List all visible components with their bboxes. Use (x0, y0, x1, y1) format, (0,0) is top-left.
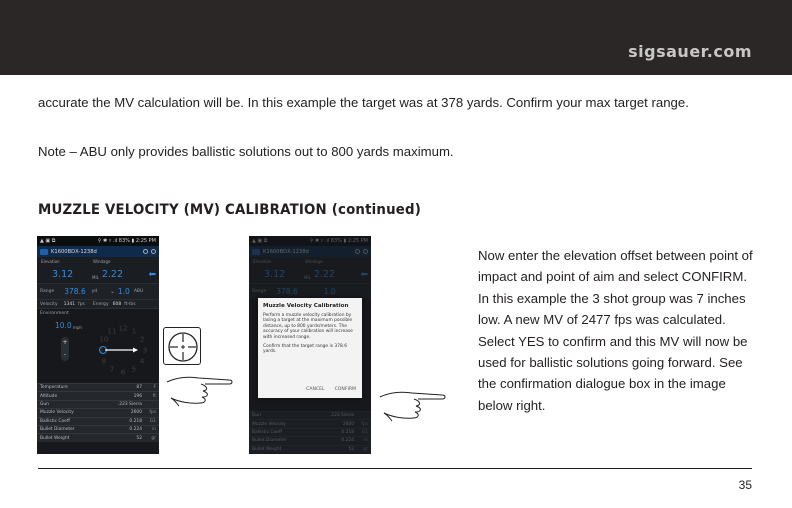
setting-value: .223 Sierra (117, 401, 142, 407)
settings-table (37, 383, 159, 442)
clock-number: 6 (120, 368, 126, 377)
windage-unit: MIL (304, 275, 311, 280)
bluetooth-icon (40, 249, 48, 255)
section-title: MUZZLE VELOCITY (MV) CALIBRATION (continued) (38, 202, 422, 218)
windage-value: 2.22 (101, 269, 124, 280)
settings-row[interactable] (37, 408, 159, 416)
setting-unit: fps (361, 421, 368, 427)
brand-url[interactable]: sigsauer.com (628, 42, 752, 61)
elevation-value: 3.12 (52, 269, 74, 280)
elevation-label: Elevation (253, 259, 272, 264)
status-icons-left: ▲ ▣ ⧉ (40, 238, 56, 244)
windage-label: Windage (305, 259, 323, 264)
setting-label: Bullet Diameter (252, 438, 287, 444)
setting-label: Temperature (40, 385, 68, 391)
environment-panel (37, 308, 159, 383)
mv-calibration-dialog (258, 298, 362, 398)
page-number: 35 (738, 478, 752, 492)
pointing-hand-icon (378, 383, 448, 428)
range-row (37, 283, 159, 299)
dialog-body: Perform a muzzle velocity calibration by lasing a target at the maximum possible distance, up to 800 yards/meters. The accuracy of your calibration will increase with increased range. (263, 313, 353, 340)
range-label: Range (252, 289, 267, 294)
elevation-windage-panel (249, 257, 371, 283)
gear-icon (151, 249, 156, 254)
setting-label: Gun (252, 413, 261, 419)
setting-value: 2600 (342, 421, 354, 427)
clock-number: 10 (99, 335, 109, 344)
setting-unit: ft (152, 393, 156, 399)
header-bar (0, 0, 792, 75)
gear-icon (363, 249, 368, 254)
dialog-title: Muzzle Velocity Calibration (263, 303, 349, 309)
setting-unit: in (151, 427, 156, 433)
setting-unit: F (153, 385, 156, 391)
settings-row[interactable] (249, 445, 371, 453)
arrow-left-icon: ⬅ (360, 270, 368, 280)
status-icons-right: ⚲ ✱ ▿ .ıl 83% ▮ 2:25 PM (309, 238, 368, 244)
setting-label: Muzzle Velocity (252, 421, 286, 427)
elevation-label: Elevation (41, 259, 60, 264)
setting-value: 0.218 (341, 429, 354, 435)
settings-row[interactable] (37, 425, 159, 433)
settings-row[interactable] (37, 417, 159, 425)
velocity-value: 1341 (63, 301, 76, 307)
arrow-left-icon: ⬅ (148, 270, 156, 280)
cancel-button[interactable]: CANCEL (306, 387, 325, 392)
confirm-button[interactable]: CONFIRM (334, 387, 356, 392)
setting-value: 52 (136, 435, 142, 441)
device-name: K1600BDX-1238d (51, 248, 97, 255)
clock-number: 5 (131, 365, 137, 374)
status-icons-right: ⚲ ✱ ▿ .ıl 83% ▮ 2:25 PM (97, 238, 156, 244)
range-value: 378.6 (64, 287, 86, 296)
angle-icon: ⦣ (111, 289, 114, 295)
range-value: 378.6 (276, 287, 298, 296)
angle-value: 1.0 (323, 287, 336, 296)
settings-row[interactable] (249, 428, 371, 436)
clock-number: 9 (98, 346, 104, 355)
status-bar (37, 236, 159, 246)
setting-value: 2600 (130, 410, 142, 416)
elevation-value: 3.12 (264, 269, 286, 280)
wind-speed-unit: mph (73, 325, 82, 330)
abu-label: ABU (133, 289, 144, 294)
setting-value: 87 (136, 385, 142, 391)
velocity-label: Velocity (40, 301, 58, 307)
setting-unit: fps (149, 410, 156, 416)
setting-label: Gun (40, 401, 49, 407)
app-screenshot-main (37, 236, 159, 454)
paragraph-abu-note: Note – ABU only provides ballistic solutions out to 800 yards maximum. (38, 144, 454, 159)
setting-unit: G1 (149, 418, 156, 424)
setting-unit: G1 (361, 429, 368, 435)
clock-number: 7 (109, 365, 115, 374)
wind-direction-clock[interactable] (93, 313, 149, 379)
clock-number: 11 (107, 327, 117, 336)
energy-label: Energy (92, 301, 109, 307)
windage-label: Windage (93, 259, 111, 264)
clock-number: 3 (142, 346, 148, 355)
settings-row[interactable] (249, 411, 371, 419)
range-label: Range (40, 289, 55, 294)
energy-value: 608 (112, 301, 122, 307)
device-name: K1600BDX-1238d (263, 248, 309, 255)
settings-row[interactable] (37, 383, 159, 391)
scope-reticle-icon (163, 327, 201, 365)
dialog-confirm-range: Confirm that the target range is 378.6 yards. (263, 344, 347, 355)
setting-label: Bullet Weight (252, 446, 282, 452)
windage-unit: MIL (92, 275, 99, 280)
range-row (249, 283, 371, 299)
wind-arrow-head (133, 348, 138, 353)
status-icons-left: ▲ ▣ ⧉ (252, 238, 268, 244)
clock-number: 1 (131, 327, 137, 336)
angle-value: 1.0 (117, 287, 130, 296)
settings-row[interactable] (37, 391, 159, 399)
clock-number: 8 (101, 357, 107, 366)
wind-speed-value: 10.0 (55, 321, 72, 330)
elevation-windage-panel (37, 257, 159, 283)
info-icon (355, 249, 360, 254)
setting-value: 196 (133, 393, 142, 399)
instructions-paragraph: Now enter the elevation offset between point of impact and point of aim and select CONFIRM. In this example the 3 shot group was 7 inches low. A new MV of 2477 fps was calculated. Select YES to confirm and this MV will now be used for ballistic solutions going forward. See the confirmation dialogue box in the image below right. (478, 248, 753, 413)
energy-unit: ft-lbs (124, 301, 136, 307)
environment-label: Environment (40, 311, 69, 316)
settings-row[interactable] (249, 436, 371, 444)
setting-value: 0.218 (129, 418, 142, 424)
clock-number: 2 (139, 335, 145, 344)
setting-label: Ballistic Coeff (40, 418, 70, 424)
dialog-buttons (306, 387, 356, 392)
bluetooth-icon (252, 249, 260, 255)
settings-row[interactable] (37, 433, 159, 441)
setting-value: 0.224 (341, 438, 354, 444)
wind-stepper[interactable]: + - (61, 337, 69, 361)
windage-value: 2.22 (313, 269, 336, 280)
app-screenshot-dialog (249, 236, 371, 454)
status-bar (249, 236, 371, 246)
velocity-unit: fps (78, 301, 85, 307)
device-titlebar (37, 246, 159, 257)
clock-number: 4 (139, 357, 145, 366)
settings-row[interactable] (37, 400, 159, 408)
setting-label: Bullet Weight (40, 435, 70, 441)
setting-unit: gr (363, 446, 368, 452)
setting-unit: gr (151, 435, 156, 441)
setting-value: 0.224 (129, 427, 142, 433)
velocity-energy-row (37, 299, 159, 308)
clock-number: 12 (118, 324, 128, 333)
info-icon (143, 249, 148, 254)
setting-label: Bullet Diameter (40, 427, 75, 433)
setting-value: .223 Sierra (329, 413, 354, 419)
range-unit: yd (91, 289, 98, 294)
device-titlebar (249, 246, 371, 257)
setting-value: 52 (348, 446, 354, 452)
settings-row[interactable] (249, 419, 371, 427)
setting-label: Altitude (40, 393, 58, 399)
settings-table (249, 411, 371, 453)
paragraph-mv-accuracy: accurate the MV calculation will be. In this example the target was at 378 yards. Confirm your max target range. (38, 95, 689, 110)
setting-label: Muzzle Velocity (40, 410, 74, 416)
pointing-hand-icon (165, 368, 235, 413)
setting-unit: in (363, 438, 368, 444)
footer-divider (38, 468, 752, 469)
setting-label: Ballistic Coeff (252, 429, 282, 435)
